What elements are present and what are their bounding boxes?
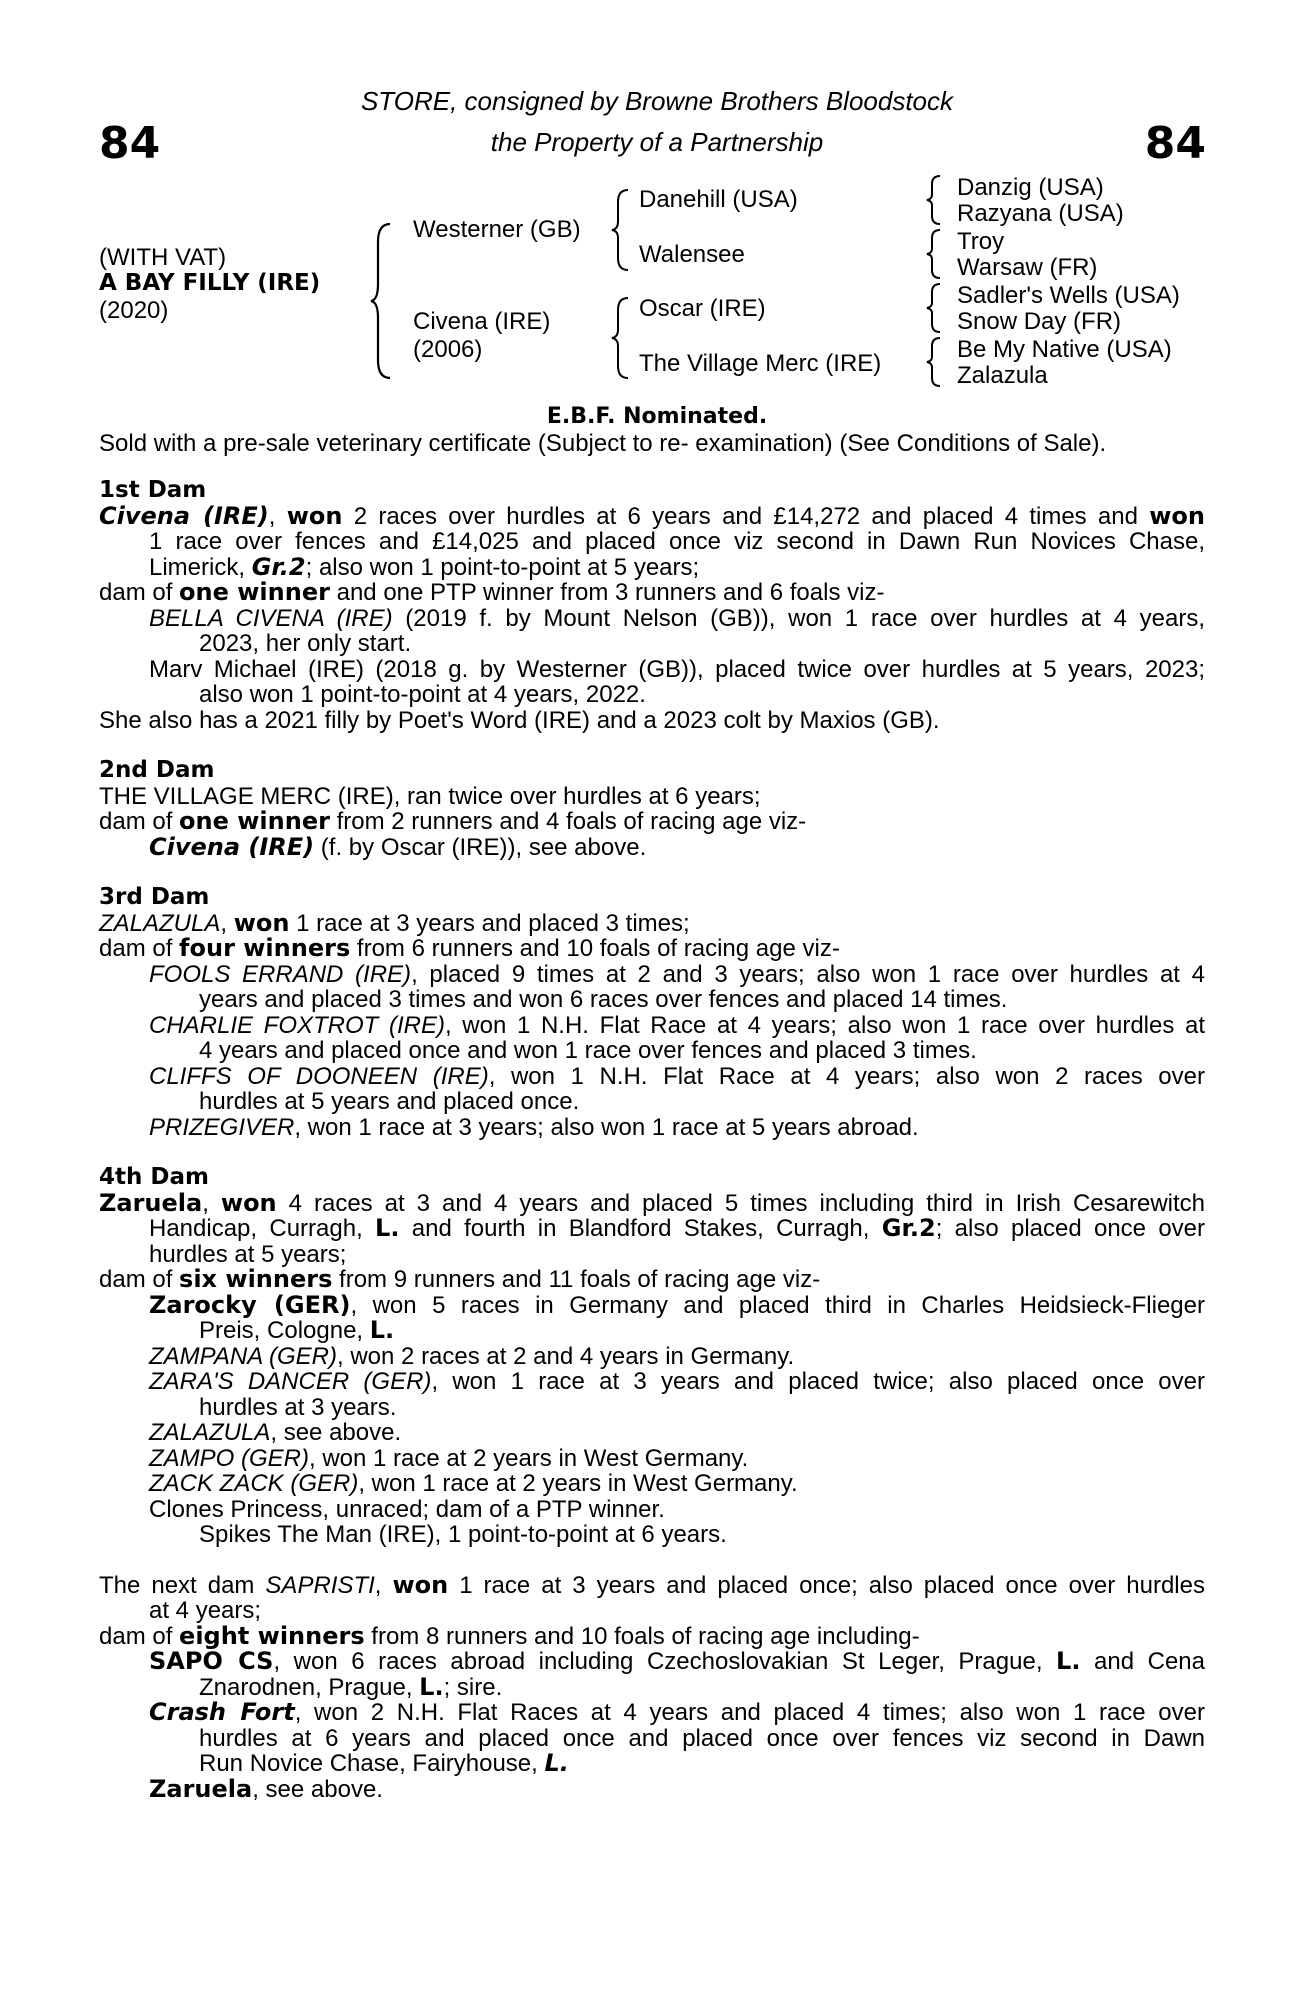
g3-be-my-native: Be My Native (USA)	[957, 336, 1172, 363]
won-bold: won	[392, 1570, 449, 1599]
vet-note: Sold with a pre-sale veterinary certificate (Subject to re- examination) (See Conditions of Sale).	[99, 430, 1107, 457]
first-dam-line	[99, 501, 1205, 530]
text: 1 race at 3 years and placed 3 times;	[289, 909, 690, 937]
text: from 9 runners and 11 foals of racing age viz-	[332, 1266, 821, 1293]
produce-line: hurdles at 6 years and placed once and placed once over fences viz second in Dawn	[199, 1724, 1205, 1752]
sire-brace	[610, 188, 634, 272]
text: and one PTP winner from 3 runners and 6 foals viz-	[329, 579, 885, 606]
text: , won 1 N.H. Flat Race at 4 years; also won 2 races over	[488, 1062, 1205, 1090]
text: ,	[202, 1189, 221, 1217]
text: Limerick,	[149, 553, 252, 581]
second-dam-heading: 2nd Dam	[99, 757, 215, 783]
produce-name: CHARLIE FOXTROT (IRE)	[149, 1011, 445, 1039]
sire: Westerner (GB)	[413, 216, 581, 243]
produce-line	[199, 1672, 1205, 1701]
dam-name: ZALAZULA	[99, 909, 221, 937]
text: , won 1 N.H. Flat Race at 4 years; also won 1 race over hurdles at	[444, 1011, 1206, 1039]
produce-line	[149, 1115, 1205, 1141]
winners-bold: six winners	[179, 1265, 333, 1293]
grade-label: Gr.2	[251, 552, 306, 581]
produce-line	[149, 606, 1205, 632]
text: (f. by Oscar (IRE)), see above.	[314, 833, 647, 861]
dam-sire: Oscar (IRE)	[639, 295, 766, 322]
text: ,	[268, 502, 287, 530]
g3-troy: Troy	[957, 228, 1005, 255]
dam-name: Civena (IRE)	[99, 501, 269, 530]
text: dam of	[99, 1266, 180, 1293]
dam-dam: The Village Merc (IRE)	[639, 350, 882, 377]
third-dam-line	[99, 908, 1205, 937]
won-bold: won	[220, 1188, 277, 1217]
second-dam-section	[99, 758, 1205, 860]
lot-number-right: 84	[1144, 118, 1206, 169]
text: Preis, Cologne,	[199, 1317, 370, 1344]
produce-line	[149, 1700, 1205, 1726]
fourth-dam-line	[149, 1216, 1205, 1242]
brace-g3-3	[924, 282, 944, 334]
dam-name: Zaruela	[99, 1188, 203, 1217]
text: and Cena	[1080, 1648, 1205, 1675]
listed-label: L.	[419, 1672, 444, 1701]
text: Run Novice Chase, Fairyhouse,	[199, 1750, 545, 1777]
first-dam-line	[99, 580, 1205, 606]
text: , won 1 race at 2 years in West Germany.	[358, 1470, 798, 1497]
text: ,	[220, 909, 234, 937]
winners-bold: eight winners	[179, 1621, 365, 1650]
first-dam-heading: 1st Dam	[99, 477, 207, 503]
fourth-dam-section	[99, 1165, 1205, 1548]
produce-name: SAPO CS	[149, 1647, 274, 1675]
produce-line	[149, 962, 1205, 988]
third-dam-line	[99, 936, 1205, 962]
text: from 8 runners and 10 foals of racing age including-	[364, 1622, 920, 1650]
text: The next dam	[99, 1571, 266, 1599]
sire-sire: Danehill (USA)	[639, 186, 798, 213]
produce-name: ZAMPO (GER)	[149, 1444, 309, 1472]
text: , won 1 race at 2 years in West Germany.	[309, 1444, 749, 1472]
text: dam of	[99, 808, 180, 835]
dam-year: (2006)	[413, 336, 483, 363]
first-dam-line: She also has a 2021 filly by Poet's Word (IRE) and a 2023 colt by Maxios (GB).	[99, 706, 940, 734]
third-dam-heading: 3rd Dam	[99, 884, 210, 910]
winners-bold: one winner	[179, 578, 330, 606]
text: ,	[374, 1571, 393, 1599]
produce-line	[149, 1290, 1205, 1319]
property-line: the Property of a Partnership	[490, 127, 824, 157]
text: ; also won 1 point-to-point at 5 years;	[305, 553, 700, 581]
g3-warsaw: Warsaw (FR)	[957, 254, 1098, 281]
won-bold: won	[286, 501, 343, 530]
text: , see above.	[252, 1775, 383, 1803]
produce-line	[149, 1649, 1205, 1675]
text: dam of	[99, 579, 180, 606]
won-bold: won	[1149, 501, 1205, 530]
lot-number-left: 84	[99, 118, 161, 169]
produce-line	[149, 1774, 1205, 1803]
listed-label: L.	[544, 1749, 569, 1777]
text: , won 2 races at 2 and 4 years in Germany.	[337, 1342, 795, 1370]
produce-name: ZARA'S DANCER (GER)	[149, 1368, 432, 1395]
produce-name: ZAMPANA (GER)	[149, 1342, 338, 1370]
produce-line	[149, 1420, 1205, 1446]
produce-line	[149, 1369, 1205, 1395]
next-dam-section	[99, 1570, 1205, 1803]
g3-danzig: Danzig (USA)	[957, 174, 1104, 201]
catalogue-body	[99, 478, 1205, 1802]
text: ; sire.	[443, 1673, 503, 1701]
text: Znarodnen, Prague,	[199, 1673, 420, 1701]
fourth-dam-line	[99, 1267, 1205, 1293]
dam: Civena (IRE)	[413, 308, 551, 335]
produce-line: Spikes The Man (IRE), 1 point-to-point at 6 years.	[199, 1521, 727, 1548]
produce-line: 2023, her only start.	[199, 630, 412, 657]
text: , won 1 race at 3 years; also won 1 race at 5 years abroad.	[294, 1113, 919, 1141]
produce-name: PRIZEGIVER	[149, 1113, 295, 1141]
winners-bold: one winner	[179, 807, 330, 835]
next-dam-line	[99, 1570, 1205, 1599]
g3-snow-day: Snow Day (FR)	[957, 308, 1122, 335]
produce-name: FOOLS ERRAND (IRE)	[149, 960, 412, 988]
grade-label: Gr.2	[881, 1214, 936, 1242]
horse-name: A BAY FILLY (IRE)	[99, 270, 321, 296]
listed-label: L.	[375, 1214, 400, 1242]
text: , won 6 races abroad including Czechoslovakian St Leger, Prague,	[273, 1648, 1057, 1675]
brace-g3-2	[924, 228, 944, 280]
produce-line: 4 years and placed once and won 1 race over fences and placed 3 times.	[199, 1037, 977, 1064]
produce-name: Civena (IRE)	[149, 832, 315, 861]
produce-line	[149, 1344, 1205, 1370]
pedigree-brace	[370, 222, 400, 380]
winners-bold: four winners	[179, 934, 351, 962]
produce-line: hurdles at 5 years and placed once.	[199, 1088, 580, 1115]
fourth-dam-heading: 4th Dam	[99, 1164, 209, 1190]
produce-line: hurdles at 3 years.	[199, 1393, 397, 1421]
next-dam-line: at 4 years;	[149, 1597, 262, 1624]
produce-line	[149, 1471, 1205, 1497]
listed-label: L.	[1056, 1647, 1081, 1675]
listed-label: L.	[369, 1316, 395, 1344]
first-dam-section	[99, 478, 1205, 733]
text: , won 5 races in Germany and placed third in Charles Heidsieck-Flieger	[350, 1291, 1205, 1319]
produce-line: also won 1 point-to-point at 4 years, 2022.	[199, 681, 646, 708]
text: from 6 runners and 10 foals of racing age viz-	[350, 935, 840, 962]
text: (2019 f. by Mount Nelson (GB)), won 1 race over hurdles at 4 years,	[392, 604, 1205, 632]
text: 1 race at 3 years and placed once; also placed once over hurdles	[448, 1571, 1205, 1599]
fourth-dam-line: hurdles at 5 years;	[149, 1240, 347, 1268]
g3-sadlers-wells: Sadler's Wells (USA)	[957, 282, 1180, 309]
produce-line: Marv Michael (IRE) (2018 g. by Westerner (GB)), placed twice over hurdles at 5 years, 2023;	[149, 655, 1205, 683]
vat-label: (WITH VAT)	[99, 244, 227, 271]
second-dam-line	[99, 809, 1205, 835]
text: and fourth in Blandford Stakes, Curragh,	[399, 1215, 882, 1242]
consignor-line: STORE, consigned by Browne Brothers Bloodstock	[360, 86, 954, 116]
text: dam of	[99, 1622, 180, 1650]
text: ; also placed once over	[935, 1215, 1206, 1242]
text: , won 2 N.H. Flat Races at 4 years and placed 4 times; also won 1 race over	[294, 1699, 1205, 1726]
brace-g3-1	[924, 174, 944, 226]
next-dam-line	[99, 1621, 1205, 1650]
produce-line	[149, 1064, 1205, 1090]
first-dam-line	[149, 552, 1205, 581]
text: Handicap, Curragh,	[149, 1215, 376, 1242]
third-dam-section	[99, 885, 1205, 1140]
won-bold: won	[233, 908, 290, 937]
produce-line	[149, 1446, 1205, 1472]
second-dam-line: THE VILLAGE MERC (IRE), ran twice over hurdles at 6 years;	[99, 782, 761, 810]
produce-line	[149, 832, 1205, 861]
text: dam of	[99, 935, 180, 962]
text: 2 races over hurdles at 6 years and £14,272 and placed 4 times and	[342, 502, 1150, 530]
produce-line	[199, 1318, 1205, 1344]
produce-name: ZACK ZACK (GER)	[149, 1470, 359, 1497]
produce-line	[199, 1751, 1205, 1777]
produce-name: Zaruela	[149, 1774, 253, 1803]
produce-name: BELLA CIVENA (IRE)	[149, 604, 393, 632]
fourth-dam-line	[99, 1188, 1205, 1217]
produce-line	[149, 1013, 1205, 1039]
ebf-nominated: E.B.F. Nominated.	[546, 404, 768, 429]
g3-razyana: Razyana (USA)	[957, 200, 1124, 227]
g3-zalazula: Zalazula	[957, 362, 1048, 389]
dam-brace	[610, 296, 634, 380]
text: , won 1 race at 3 years and placed twice; also placed once over	[431, 1368, 1205, 1395]
produce-name: Zarocky (GER)	[149, 1290, 351, 1319]
first-dam-line: 1 race over fences and £14,025 and placed once viz second in Dawn Run Novices Chase,	[149, 528, 1205, 555]
foal-year: (2020)	[99, 297, 169, 324]
produce-line: Clones Princess, unraced; dam of a PTP winner.	[149, 1495, 665, 1523]
produce-name: ZALAZULA	[149, 1419, 271, 1446]
text: , see above.	[270, 1419, 402, 1446]
text: , placed 9 times at 2 and 3 years; also won 1 race over hurdles at 4	[411, 960, 1206, 988]
brace-g3-4	[924, 336, 944, 388]
text: from 2 runners and 4 foals of racing age viz-	[329, 808, 807, 835]
dam-name: SAPRISTI	[265, 1571, 375, 1599]
produce-name: Crash Fort	[149, 1698, 295, 1726]
text: 4 races at 3 and 4 years and placed 5 times including third in Irish Cesarewitch	[276, 1189, 1205, 1217]
produce-line: years and placed 3 times and won 6 races over fences and placed 14 times.	[199, 986, 1008, 1013]
produce-name: CLIFFS OF DOONEEN (IRE)	[149, 1062, 489, 1090]
sire-dam: Walensee	[639, 241, 745, 268]
